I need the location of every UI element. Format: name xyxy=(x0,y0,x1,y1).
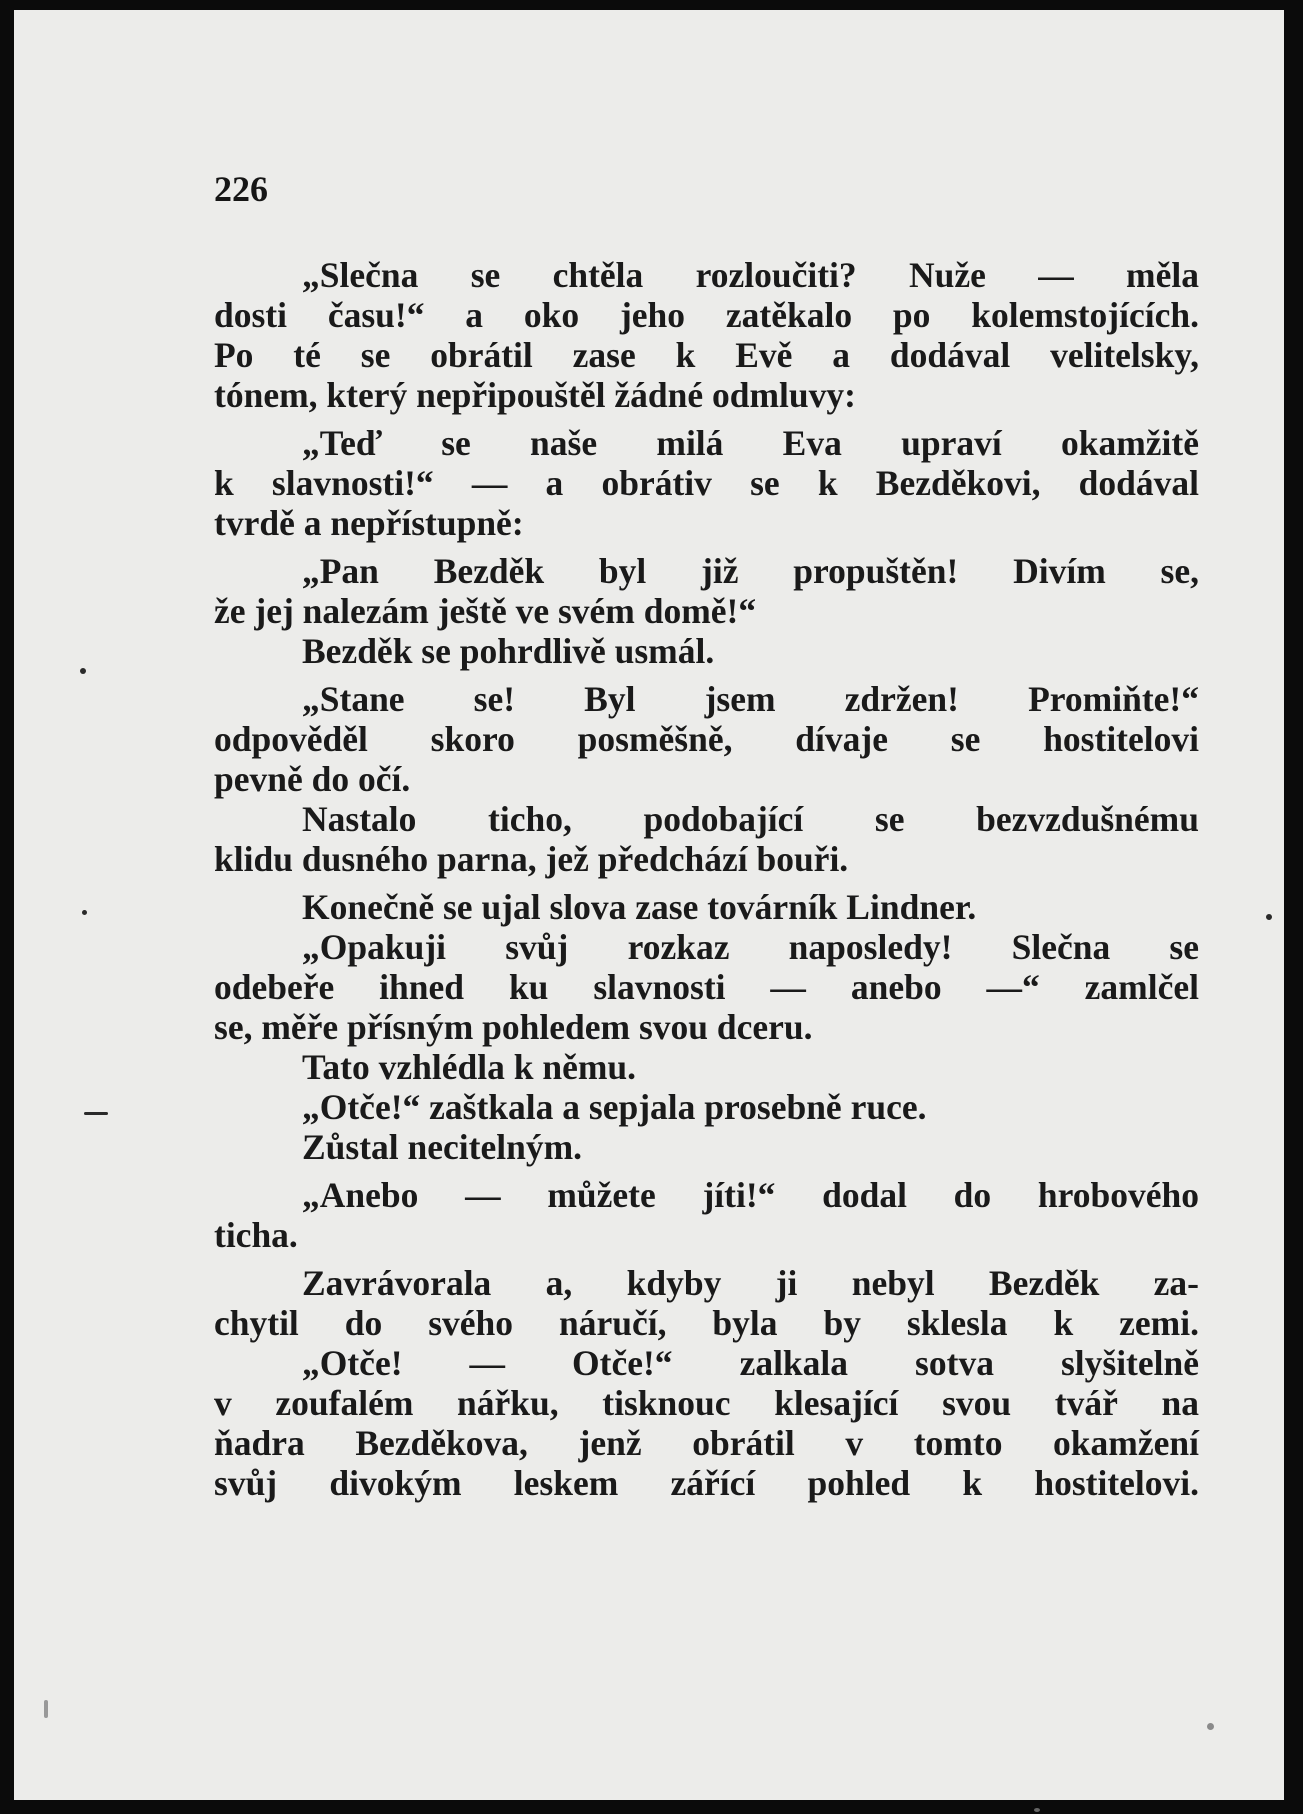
text-line: Zůstal necitelným. xyxy=(302,1127,583,1167)
paragraph xyxy=(214,551,1199,631)
text-line: „Otče!“ zaštkala a sepjala prosebně ruce. xyxy=(302,1087,927,1127)
text-line: svůj divokým leskem zářící pohled k hostitelovi. xyxy=(214,1463,1199,1503)
text-line: tónem, který nepřipouštěl žádné odmluvy: xyxy=(214,375,856,415)
text-line: „Anebo — můžete jíti!“ dodal do hrobového xyxy=(302,1175,1199,1215)
text-line: chytil do svého náručí, byla by sklesla k zemi. xyxy=(214,1303,1199,1343)
text-line: Tato vzhlédla k němu. xyxy=(302,1047,637,1087)
paragraph xyxy=(214,887,1199,927)
text-line: „Stane se! Byl jsem zdržen! Promiňte!“ xyxy=(302,679,1199,719)
text-line: dosti času!“ a oko jeho zatěkalo po kolemstojících. xyxy=(214,295,1199,335)
text-line: odebeře ihned ku slavnosti — anebo —“ zamlčel xyxy=(214,967,1199,1007)
paragraph xyxy=(214,927,1199,1047)
scan-speck xyxy=(1034,1808,1040,1812)
text-line: „Otče! — Otče!“ zalkala sotva slyšitelně xyxy=(302,1343,1199,1383)
text-line: Bezděk se pohrdlivě usmál. xyxy=(302,631,715,671)
text-line: ňadra Bezděkova, jenž obrátil v tomto okamžení xyxy=(214,1423,1199,1463)
text-line: klidu dusného parna, jež předchází bouři. xyxy=(214,839,849,879)
book-page xyxy=(14,10,1284,1800)
paragraph xyxy=(214,1047,1199,1087)
text-line: „Slečna se chtěla rozloučiti? Nuže — měla xyxy=(302,255,1199,295)
paragraph xyxy=(214,1127,1199,1167)
text-line: že jej nalezám ještě ve svém domě!“ xyxy=(214,591,757,631)
text-line: Zavrávorala a, kdyby ji nebyl Bezděk za- xyxy=(302,1263,1199,1303)
scan-speck xyxy=(1266,914,1272,920)
paragraph xyxy=(214,423,1199,543)
text-line: Nastalo ticho, podobající se bezvzdušnému xyxy=(302,799,1199,839)
text-line: „Teď se naše milá Eva upraví okamžitě xyxy=(302,423,1199,463)
text-line: tvrdě a nepřístupně: xyxy=(214,503,524,543)
text-line: pevně do očí. xyxy=(214,759,411,799)
paragraph xyxy=(214,631,1199,671)
paragraph xyxy=(214,1175,1199,1255)
text-line: se, měře přísným pohledem svou dceru. xyxy=(214,1007,813,1047)
scan-speck xyxy=(80,668,86,674)
page-number: 226 xyxy=(214,169,268,209)
scan-speck xyxy=(44,1700,48,1718)
paragraph xyxy=(214,1263,1199,1343)
paragraph xyxy=(214,1343,1199,1503)
text-line: k slavnosti!“ — a obrátiv se k Bezděkovi, dodával xyxy=(214,463,1199,503)
paragraph xyxy=(214,255,1199,415)
text-line: v zoufalém nářku, tisknouc klesající svou tvář na xyxy=(214,1383,1199,1423)
text-line: Konečně se ujal slova zase továrník Lindner. xyxy=(302,887,977,927)
paragraph xyxy=(214,679,1199,799)
text-line: Po té se obrátil zase k Evě a dodával velitelsky, xyxy=(214,335,1199,375)
text-line: ticha. xyxy=(214,1215,298,1255)
scan-speck xyxy=(1207,1723,1214,1730)
text-line: „Pan Bezděk byl již propuštěn! Divím se, xyxy=(302,551,1199,591)
scan-speck xyxy=(84,1112,108,1115)
text-line: odpověděl skoro posměšně, dívaje se hostitelovi xyxy=(214,719,1199,759)
text-line: „Opakuji svůj rozkaz naposledy! Slečna se xyxy=(302,927,1199,967)
paragraph xyxy=(214,799,1199,879)
page-text xyxy=(214,255,1199,1503)
paragraph xyxy=(214,1087,1199,1127)
scan-speck xyxy=(82,910,87,915)
